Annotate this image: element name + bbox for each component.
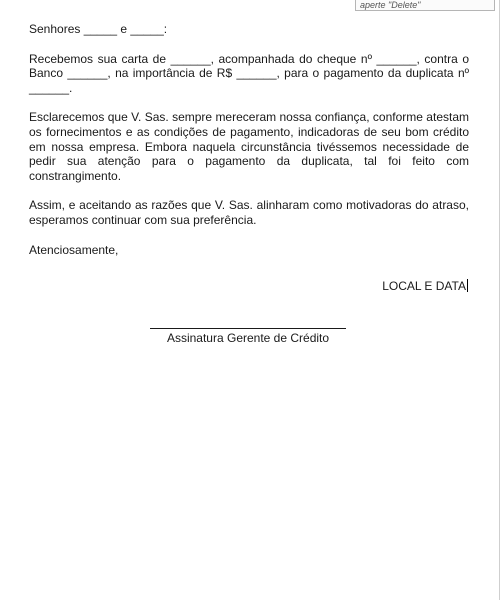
delete-hint-box — [355, 0, 495, 11]
text-cursor — [467, 279, 468, 292]
paragraph-clarification: Esclarecemos que V. Sas. sempre mereceram nossa confiança, conforme atestam os fornecimentos e as condições de pagamento, indicadoras de seu bom crédito em nossa empresa. Embora naquela circunstância tivéssemos necessidade de pedir sua atenção para o pagamento da duplicata, tal foi feito com constrangimento. — [29, 110, 469, 183]
signature-label: Assinatura Gerente de Crédito — [166, 331, 330, 345]
closing: Atenciosamente, — [29, 242, 119, 257]
signature-line — [150, 316, 346, 329]
paragraph-acceptance: Assim, e aceitando as razões que V. Sas. alinharam como motivadoras do atraso, esperamos continuar com sua preferência. — [29, 198, 469, 227]
delete-hint-text: aperte "Delete" — [360, 0, 421, 10]
salutation: Senhores _____ e _____: — [29, 22, 168, 36]
letter-body[interactable] — [29, 22, 469, 294]
paragraph-payment-receipt: Recebemos sua carta de ______, acompanhada do cheque nº ______, contra o Banco ______, na importância de R$ ______, para o pagamento da duplicata nº ______. — [29, 51, 469, 95]
signature-block — [150, 316, 346, 345]
local-and-date-text: LOCAL E DATA — [382, 279, 466, 294]
local-and-date-line — [29, 279, 469, 294]
